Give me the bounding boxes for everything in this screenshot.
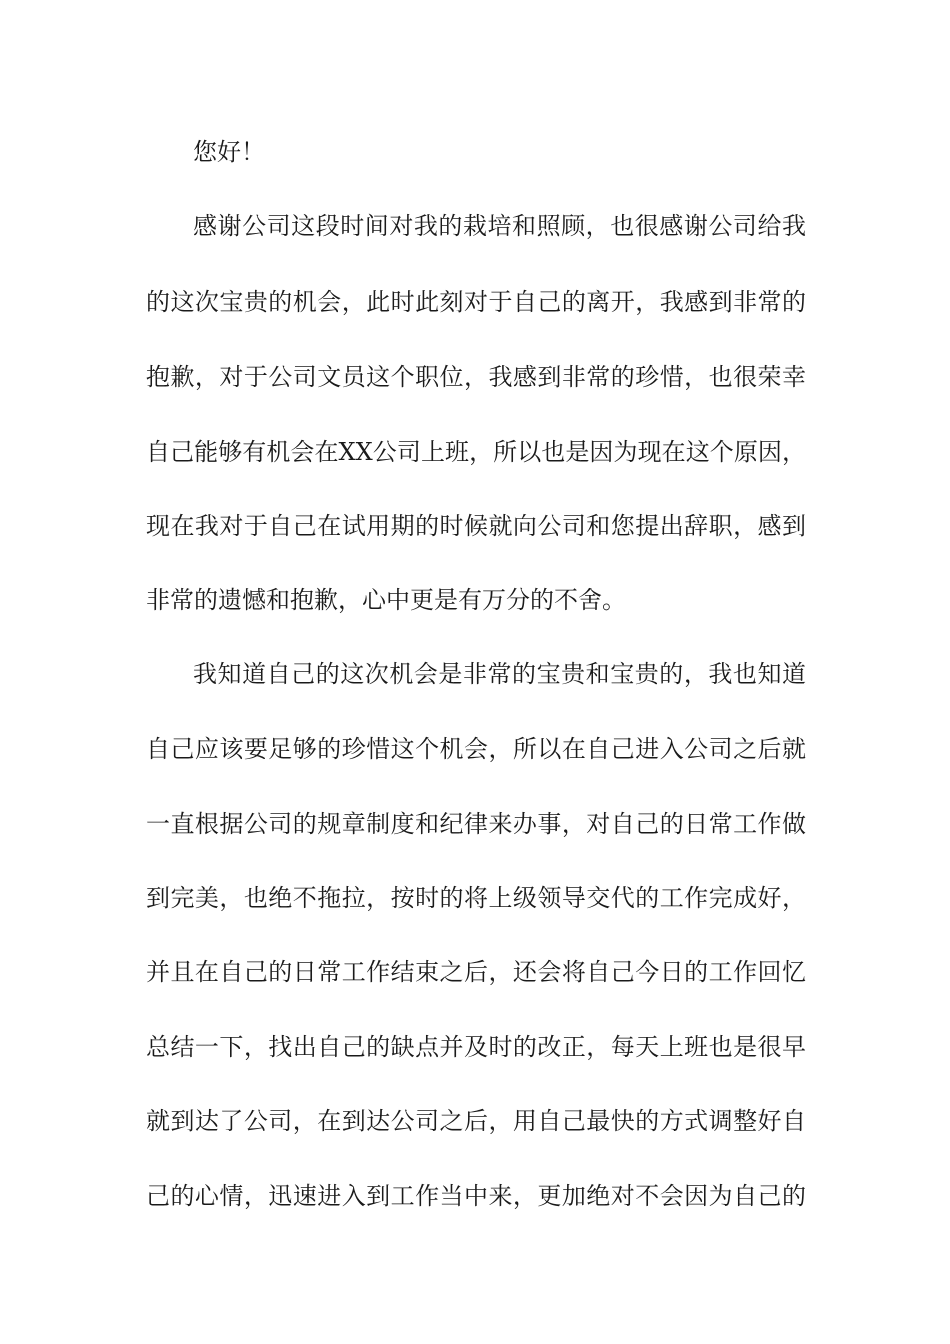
paragraph-2-line: 一直根据公司的规章制度和纪律来办事，对自己的日常工作做 [146,810,806,838]
paragraph-2-line: 己的心情，迅速进入到工作当中来，更加绝对不会因为自己的 [146,1182,806,1210]
paragraph-2-line: 总结一下，找出自己的缺点并及时的改正，每天上班也是很早 [146,1033,806,1061]
paragraph-1-line: 抱歉，对于公司文员这个职位，我感到非常的珍惜，也很荣幸 [146,363,806,391]
paragraph-1-line: 自己能够有机会在XX公司上班，所以也是因为现在这个原因， [146,438,806,466]
paragraph-1-line: 感谢公司这段时间对我的栽培和照顾，也很感谢公司给我 [193,212,806,240]
paragraph-2-line: 到完美，也绝不拖拉，按时的将上级领导交代的工作完成好， [146,884,806,912]
paragraph-1-line: 现在我对于自己在试用期的时候就向公司和您提出辞职，感到 [146,512,806,540]
paragraph-2-line: 自己应该要足够的珍惜这个机会，所以在自己进入公司之后就 [146,735,806,763]
paragraph-2-line: 并且在自己的日常工作结束之后，还会将自己今日的工作回忆 [146,958,806,986]
paragraph-1-line: 的这次宝贵的机会，此时此刻对于自己的离开，我感到非常的 [146,288,806,316]
paragraph-2-line: 就到达了公司，在到达公司之后，用自己最快的方式调整好自 [146,1107,806,1135]
greeting-line: 您好！ [193,138,265,166]
paragraph-2-line: 我知道自己的这次机会是非常的宝贵和宝贵的，我也知道 [193,660,806,688]
paragraph-1-line: 非常的遗憾和抱歉，心中更是有万分的不舍。 [146,586,626,614]
